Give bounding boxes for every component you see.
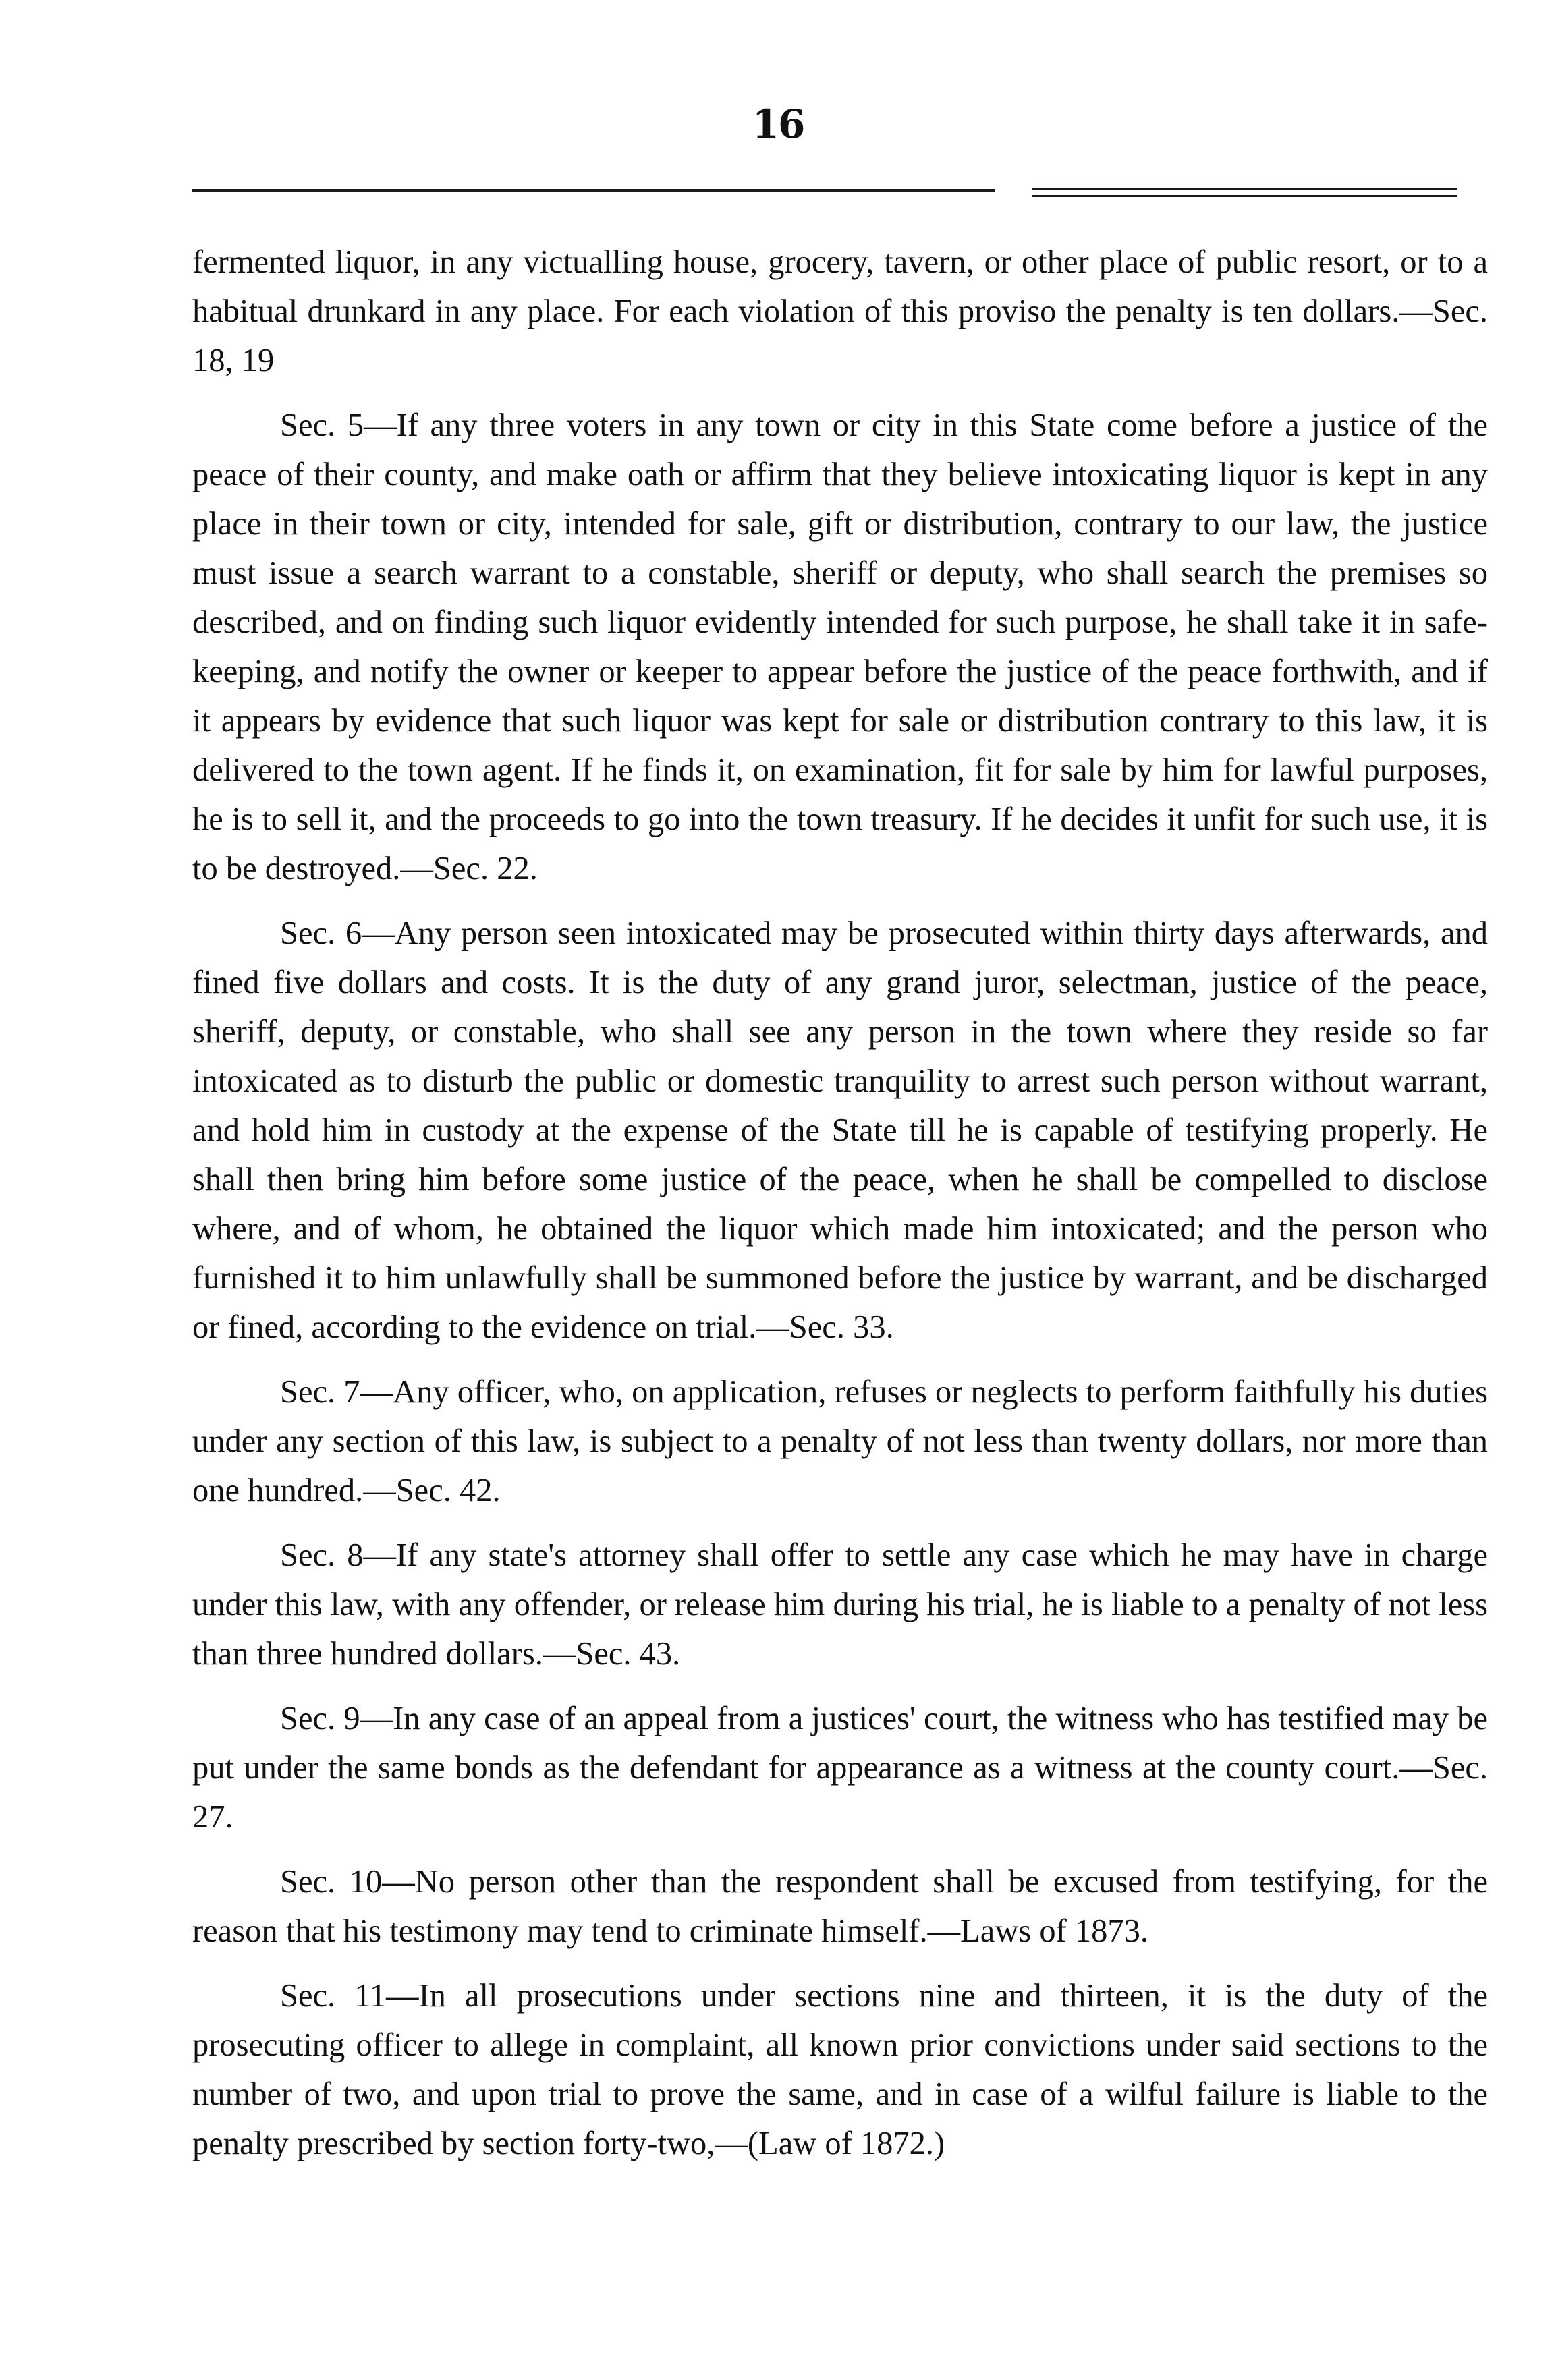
header-rule-right-top xyxy=(1032,188,1457,190)
paragraph-sec-9: Sec. 9—In any case of an appeal from a justices' court, the witness who has testified may be put under the same bonds as the defendant for appearance as a witness at the county court.—Sec. 27. xyxy=(192,1701,1488,1835)
paragraph-sec-5: Sec. 5—If any three voters in any town or city in this State come before a justice of the peace of their county, and make oath or affirm that they believe intoxicating liquor is kept in any place in their town or city, intended for sale, gift or distribution, contrary to our law, the justice must issue a search warrant to a constable, sheriff or deputy, who shall search the premises so described, and on finding such liquor evidently intended for such purpose, he shall take it in safe-keeping, and notify the owner or keeper to appear before the justice of the peace forthwith, and if it appears by evidence that such liquor was kept for sale or distribution contrary to this law, it is delivered to the town agent. If he finds it, on examination, fit for sale by him for lawful purposes, he is to sell it, and the proceeds to go into the town treasury. If he decides it unfit for such use, it is to be destroyed.—Sec. 22. xyxy=(192,407,1488,886)
paragraph-sec-10: Sec. 10—No person other than the respondent shall be excused from testifying, for the reason that his testimony may tend to criminate himself.—Laws of 1873. xyxy=(192,1864,1488,1949)
paragraph-sec-11: Sec. 11—In all prosecutions under sections nine and thirteen, it is the duty of the prosecuting officer to allege in complaint, all known prior convictions under said sections to the number of two, and upon trial to prove the same, and in case of a wilful failure is liable to the penalty prescribed by section forty-two,—(Law of 1872.) xyxy=(192,1978,1488,2161)
page-number: 16 xyxy=(752,101,804,147)
header-rule-left xyxy=(192,189,995,192)
paragraph-sec-8: Sec. 8—If any state's attorney shall offer to settle any case which he may have in charge under this law, with any offender, or release him during his trial, he is liable to a penalty of not less than three hundred dollars.—Sec. 43. xyxy=(192,1537,1488,1672)
header-rule-right-bottom xyxy=(1032,195,1457,197)
paragraph-sec-7: Sec. 7—Any officer, who, on application, refuses or neglects to perform faithfully his duties under any section of this law, is subject to a penalty of not less than twenty dollars, nor more than one hundred.—Sec. 42. xyxy=(192,1374,1488,1508)
paragraph-sec-6: Sec. 6—Any person seen intoxicated may be prosecuted within thirty days afterwards, and fined five dollars and costs. It is the duty of any grand juror, selectman, justice of the peace, sheriff, deputy, or constable, who shall see any person in the town where they reside so far intoxicated as to disturb the public or domestic tranquility to arrest such person without warrant, and hold him in custody at the expense of the State till he is capable of testifying properly. He shall then bring him before some justice of the peace, when he shall be compelled to disclose where, and of whom, he obtained the liquor which made him intoxicated; and the person who furnished it to him unlawfully shall be summoned before the justice by warrant, and be discharged or fined, according to the evidence on trial.—Sec. 33. xyxy=(192,915,1488,1345)
page-body xyxy=(192,237,1488,2184)
paragraph-continuation: fermented liquor, in any victualling house, grocery, tavern, or other place of public resort, or to a habitual drunkard in any place. For each violation of this proviso the penalty is ten dollars.—Sec. 18, 19 xyxy=(192,244,1488,378)
